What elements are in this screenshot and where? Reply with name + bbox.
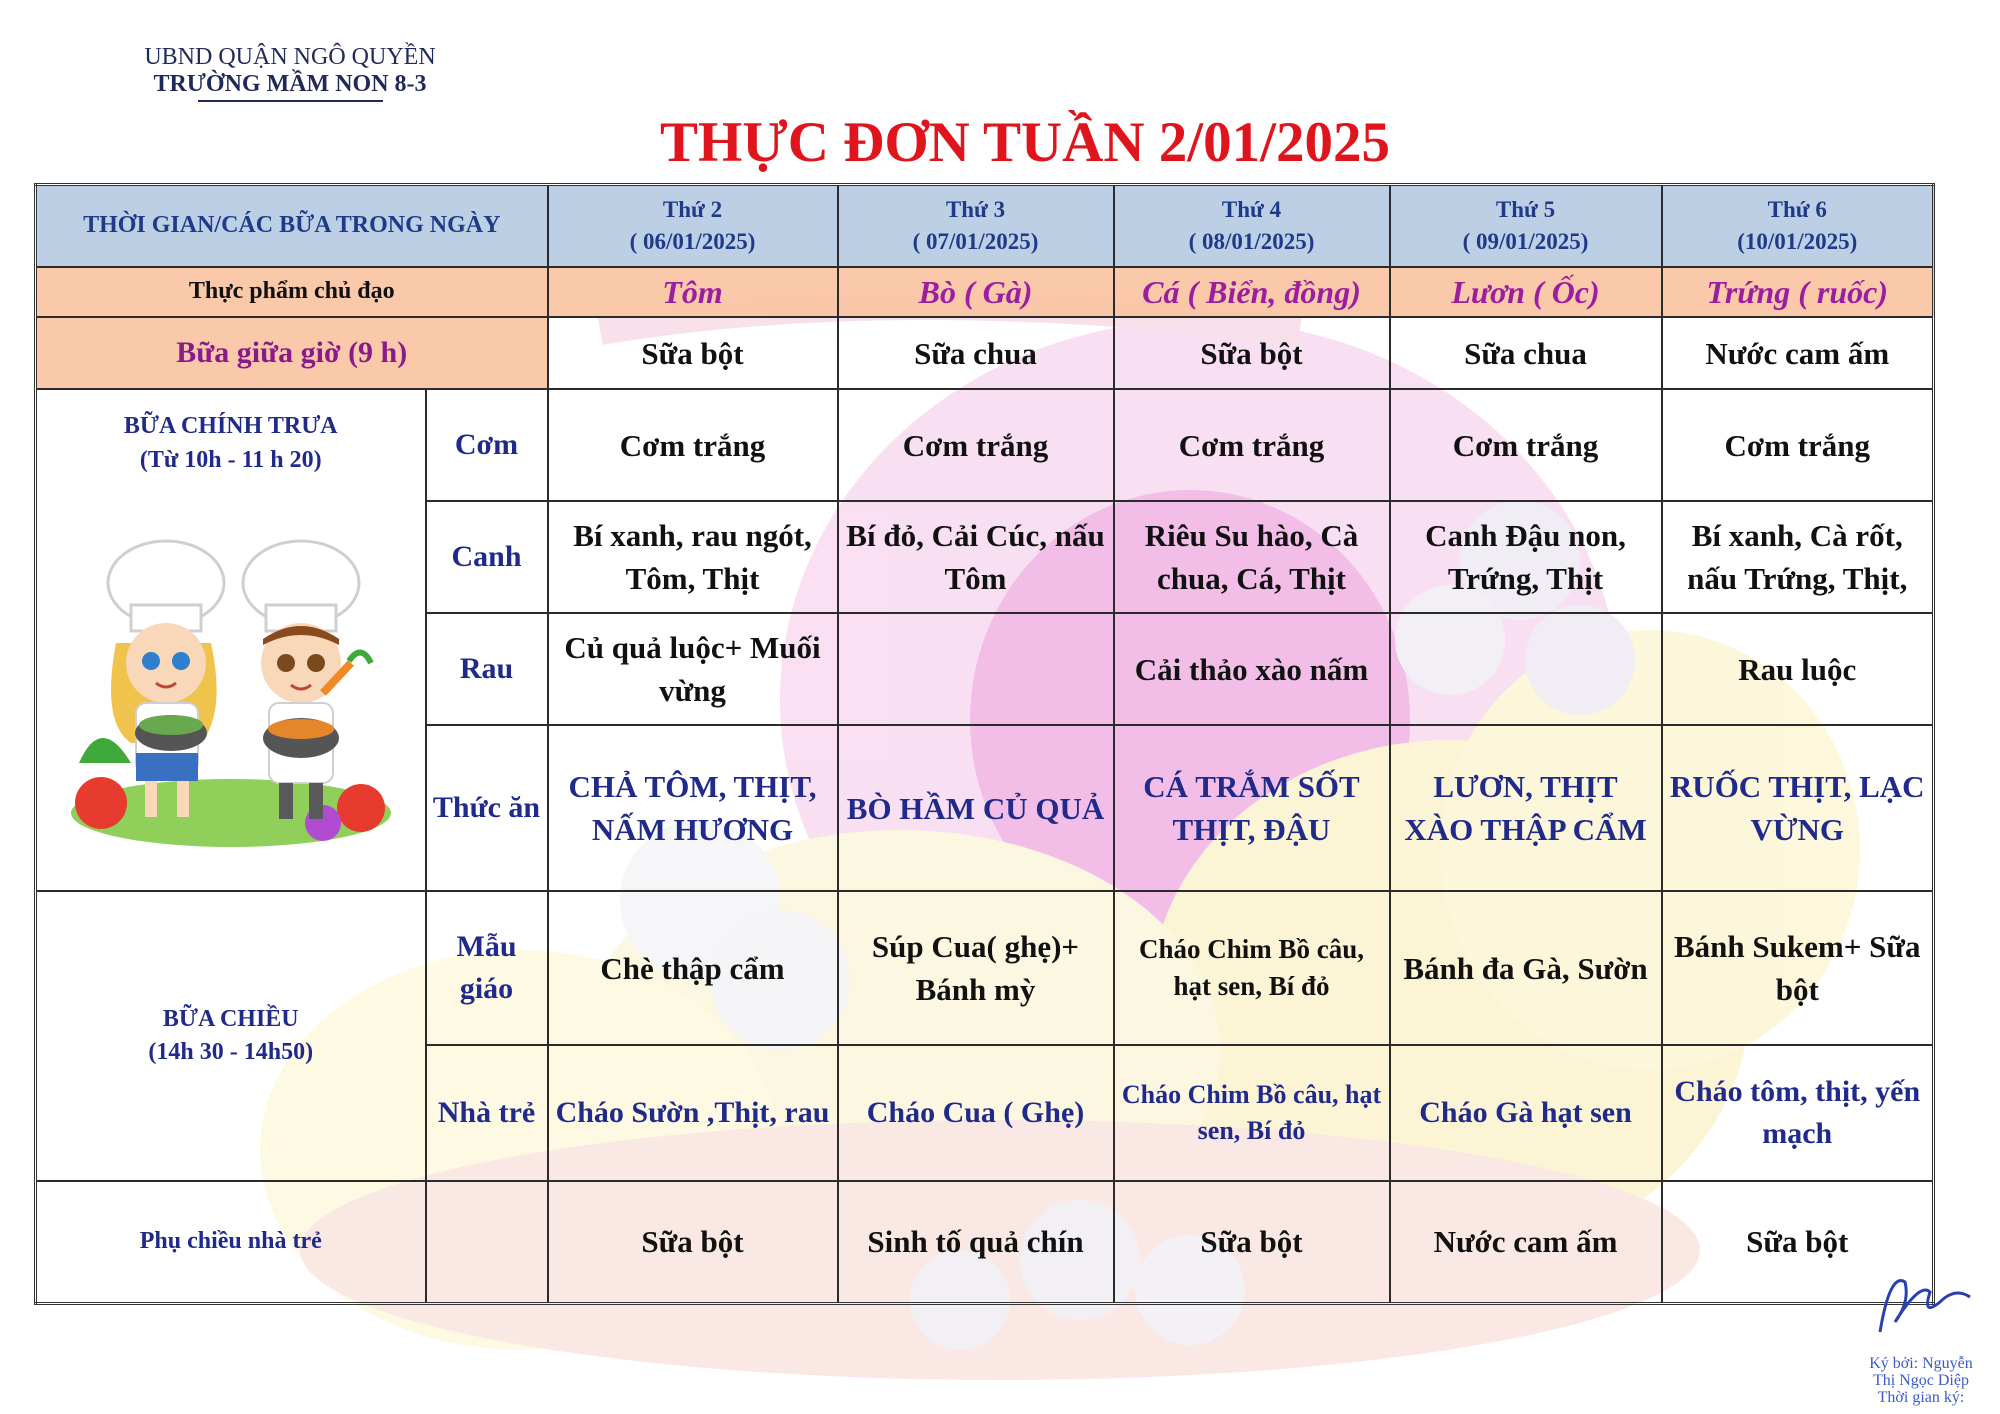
menu-cell: Cơm trắng bbox=[1390, 389, 1662, 501]
dish-type-label: Thức ăn bbox=[426, 725, 548, 891]
district-name: UBND QUẬN NGÔ QUYỀN bbox=[144, 44, 436, 70]
day-date: ( 08/01/2025) bbox=[1188, 228, 1315, 254]
snack-cell: Sữa bột bbox=[548, 317, 838, 389]
ingredients-row bbox=[36, 267, 1934, 318]
menu-cell: CHẢ TÔM, THỊT, NẤM HƯƠNG bbox=[548, 725, 838, 891]
afternoon-time: (14h 30 - 14h50) bbox=[148, 1039, 314, 1066]
lunch-rice-row bbox=[36, 389, 1934, 501]
dish-type-label: Canh bbox=[426, 501, 548, 613]
menu-cell: Cháo tôm, thịt, yến mạch bbox=[1662, 1045, 1934, 1181]
day-header-thu bbox=[1390, 185, 1662, 267]
group-label: Mẫu giáo bbox=[426, 891, 548, 1045]
menu-cell: Củ quả luộc+ Muối vừng bbox=[548, 613, 838, 725]
header-meals-label: THỜI GIAN/CÁC BỮA TRONG NGÀY bbox=[36, 185, 548, 267]
menu-cell: Cháo Chim Bồ câu, hạt sen, Bí đỏ bbox=[1114, 1045, 1390, 1181]
menu-cell: Cháo Cua ( Ghẹ) bbox=[838, 1045, 1114, 1181]
afternoon-label: BỮA CHIỀU bbox=[162, 1005, 299, 1032]
menu-cell: Sữa bột bbox=[1662, 1181, 1934, 1303]
snack-cell: Sữa chua bbox=[838, 317, 1114, 389]
heading-underline bbox=[198, 100, 383, 102]
menu-cell: Chè thập cẩm bbox=[548, 891, 838, 1045]
extra-label: Phụ chiều nhà trẻ bbox=[36, 1181, 426, 1303]
menu-cell: Sinh tố quả chín bbox=[838, 1181, 1114, 1303]
menu-cell: Sữa bột bbox=[548, 1181, 838, 1303]
day-name: Thứ 6 bbox=[1767, 196, 1827, 222]
sign-time: Thời gian ký: bbox=[1877, 1388, 1965, 1406]
day-header-fri bbox=[1662, 185, 1934, 267]
lunch-label-cell bbox=[36, 389, 426, 891]
empty-cell bbox=[426, 1181, 548, 1303]
day-date: (10/01/2025) bbox=[1737, 228, 1858, 254]
menu-cell: Bí đỏ, Cải Cúc, nấu Tôm bbox=[838, 501, 1114, 613]
page-title: THỰC ĐƠN TUẦN 2/01/2025 bbox=[660, 111, 1390, 174]
menu-cell: Bí xanh, rau ngót, Tôm, Thịt bbox=[548, 501, 838, 613]
lunch-label: BỮA CHÍNH TRƯA bbox=[123, 413, 338, 440]
snack-row bbox=[36, 317, 1934, 389]
snack-cell: Sữa chua bbox=[1390, 317, 1662, 389]
menu-cell: Cải thảo xào nấm bbox=[1114, 613, 1390, 725]
ingredient-cell: Bò ( Gà) bbox=[838, 267, 1114, 318]
day-name: Thứ 2 bbox=[662, 196, 723, 222]
day-name: Thứ 4 bbox=[1221, 196, 1282, 222]
menu-cell: Canh Đậu non, Trứng, Thịt bbox=[1390, 501, 1662, 613]
menu-cell: Cháo Gà hạt sen bbox=[1390, 1045, 1662, 1181]
day-name: Thứ 3 bbox=[945, 196, 1006, 222]
ingredients-label: Thực phẩm chủ đạo bbox=[36, 267, 548, 318]
menu-cell: Cháo Chim Bồ câu, hạt sen, Bí đỏ bbox=[1114, 891, 1390, 1045]
snack-cell: Sữa bột bbox=[1114, 317, 1390, 389]
day-header-tue bbox=[838, 185, 1114, 267]
menu-cell bbox=[1390, 613, 1662, 725]
nursery-extra-row bbox=[36, 1181, 1934, 1303]
handwritten-signature bbox=[1860, 1262, 1980, 1342]
ingredient-cell: Trứng ( ruốc) bbox=[1662, 267, 1934, 318]
menu-cell: Cơm trắng bbox=[1114, 389, 1390, 501]
digital-signature-note bbox=[1846, 1356, 1996, 1406]
menu-cell: Cơm trắng bbox=[838, 389, 1114, 501]
ingredient-cell: Lươn ( Ốc) bbox=[1390, 267, 1662, 318]
menu-cell: BÒ HẦM CỦ QUẢ bbox=[838, 725, 1114, 891]
group-label: Nhà trẻ bbox=[426, 1045, 548, 1181]
dish-type-label: Rau bbox=[426, 613, 548, 725]
weekly-menu-table bbox=[34, 183, 1935, 1305]
afternoon-label-cell bbox=[36, 891, 426, 1181]
header-row bbox=[36, 185, 1934, 267]
menu-cell: Súp Cua( ghẹ)+ Bánh mỳ bbox=[838, 891, 1114, 1045]
menu-cell bbox=[838, 613, 1114, 725]
ingredient-cell: Cá ( Biển, đồng) bbox=[1114, 267, 1390, 318]
snack-label: Bữa giữa giờ (9 h) bbox=[36, 317, 548, 389]
dish-type-label: Cơm bbox=[426, 389, 548, 501]
menu-cell: Rau luộc bbox=[1662, 613, 1934, 725]
signed-by: Ký bởi: Nguyễn bbox=[1869, 1355, 1973, 1372]
menu-cell: LƯƠN, THỊT XÀO THẬP CẨM bbox=[1390, 725, 1662, 891]
menu-cell: Riêu Su hào, Cà chua, Cá, Thịt bbox=[1114, 501, 1390, 613]
menu-cell: Cháo Sườn ,Thịt, rau bbox=[548, 1045, 838, 1181]
day-date: ( 06/01/2025) bbox=[629, 228, 756, 254]
menu-cell: Bánh Sukem+ Sữa bột bbox=[1662, 891, 1934, 1045]
menu-cell: Bánh đa Gà, Sườn bbox=[1390, 891, 1662, 1045]
menu-cell: Cơm trắng bbox=[548, 389, 838, 501]
school-heading bbox=[90, 44, 490, 102]
signer-name: Thị Ngọc Diệp bbox=[1873, 1371, 1969, 1389]
lunch-time: (Từ 10h - 11 h 20) bbox=[139, 446, 322, 473]
day-date: ( 07/01/2025) bbox=[912, 228, 1039, 254]
afternoon-kindergarten-row bbox=[36, 891, 1934, 1045]
menu-cell: RUỐC THỊT, LẠC VỪNG bbox=[1662, 725, 1934, 891]
ingredient-cell: Tôm bbox=[548, 267, 838, 318]
menu-cell: Nước cam ấm bbox=[1390, 1181, 1662, 1303]
menu-cell: Cơm trắng bbox=[1662, 389, 1934, 501]
day-date: ( 09/01/2025) bbox=[1462, 228, 1589, 254]
menu-cell: CÁ TRẮM SỐT THỊT, ĐẬU bbox=[1114, 725, 1390, 891]
menu-cell: Sữa bột bbox=[1114, 1181, 1390, 1303]
school-name: TRƯỜNG MẦM NON 8-3 bbox=[153, 71, 427, 97]
chef-kids-illustration bbox=[61, 513, 401, 853]
snack-cell: Nước cam ấm bbox=[1662, 317, 1934, 389]
menu-cell: Bí xanh, Cà rốt, nấu Trứng, Thịt, bbox=[1662, 501, 1934, 613]
day-header-wed bbox=[1114, 185, 1390, 267]
day-header-mon bbox=[548, 185, 838, 267]
day-name: Thứ 5 bbox=[1495, 196, 1556, 222]
